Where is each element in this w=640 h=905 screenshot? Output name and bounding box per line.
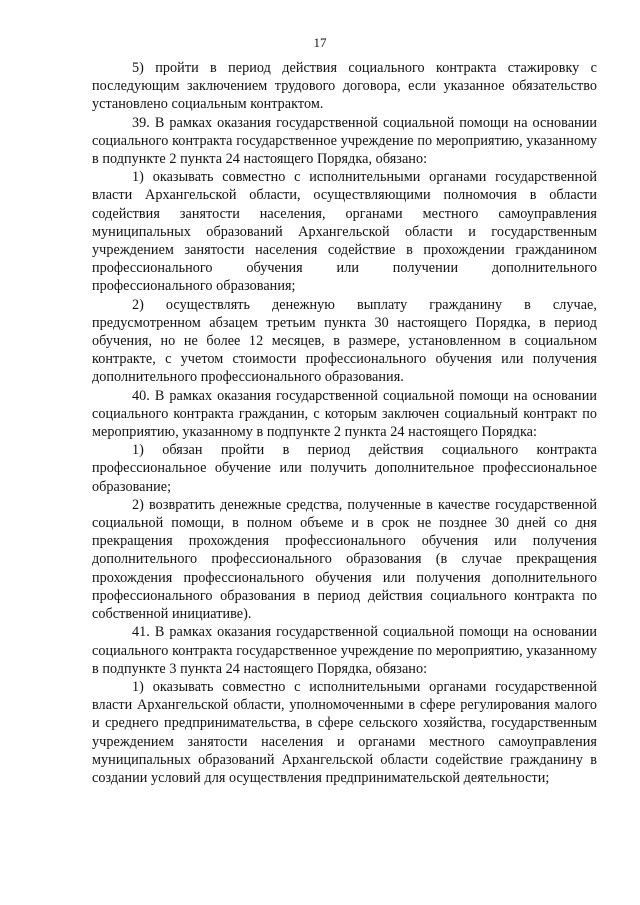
document-body	[92, 59, 597, 787]
paragraph-item-5-internship: 5) пройти в период действия социального контракта стажировку с последующим заключением трудового договора, если указанное обязательство установлено социальным контрактом.	[92, 60, 597, 113]
paragraph-39-intro: 39. В рамках оказания государственной социальной помощи на основании социального контракта государственное учреждение по мероприятию, указанному в подпункте 2 пункта 24 настоящего Порядка, обязано:	[92, 114, 597, 168]
paragraph-39-item-1: 1) оказывать совместно с исполнительными органами государственной власти Архангельской области, осуществляющими полномочия в области содействия занятости населения, органами местного самоуправления муниципальных образований Архангельской области и государственным учреждением занятости населения содействие в прохождении гражданином профессионального обучения или получении дополнительного профессионального образования;	[92, 169, 597, 295]
paragraph-40-item-1: 1) обязан пройти в период действия социального контракта профессиональное обучение или получить дополнительное профессиональное образование;	[92, 442, 597, 495]
paragraph-41-item-1: 1) оказывать совместно с исполнительными органами государственной власти Архангельской области, уполномоченными в сфере регулирования малого и среднего предпринимательства, в сфере сельского хозяйства, государственным учреждением занятости населения и органами местного самоуправления муниципальных образований Архангельской области содействие гражданину в создании условий для осуществления предпринимательской деятельности;	[92, 678, 597, 786]
page-number: 17	[313, 35, 327, 50]
paragraph-41-intro: 41. В рамках оказания государственной социальной помощи на основании социального контракта государственное учреждение по мероприятию, указанному в подпункте 3 пункта 24 настоящего Порядка, обязано:	[92, 624, 597, 677]
paragraph-40-intro: 40. В рамках оказания государственной социальной помощи на основании социального контракта гражданин, с которым заключен социальный контракт по мероприятию, указанному в подпункте 2 пункта 24 настоящего Порядка:	[92, 387, 597, 441]
paragraph-39-item-2: 2) осуществлять денежную выплату гражданину в случае, предусмотренном абзацем третьим пункта 30 настоящего Порядка, в период обучения, но не более 12 месяцев, в размере, установленном в социальном контракте, с учетом стоимости профессионального обучения или получения дополнительного профессионального образования.	[92, 296, 597, 386]
paragraph-40-item-2: 2) возвратить денежные средства, полученные в качестве государственной социальной помощи, в полном объеме и в срок не позднее 30 дней со дня прекращения прохождения профессионального обучения или получения дополнительного профессионального образования (в случае прекращения прохождения профессионального обучения или получения дополнительного профессионального образования в период действия социального контракта по собственной инициативе).	[92, 496, 597, 623]
